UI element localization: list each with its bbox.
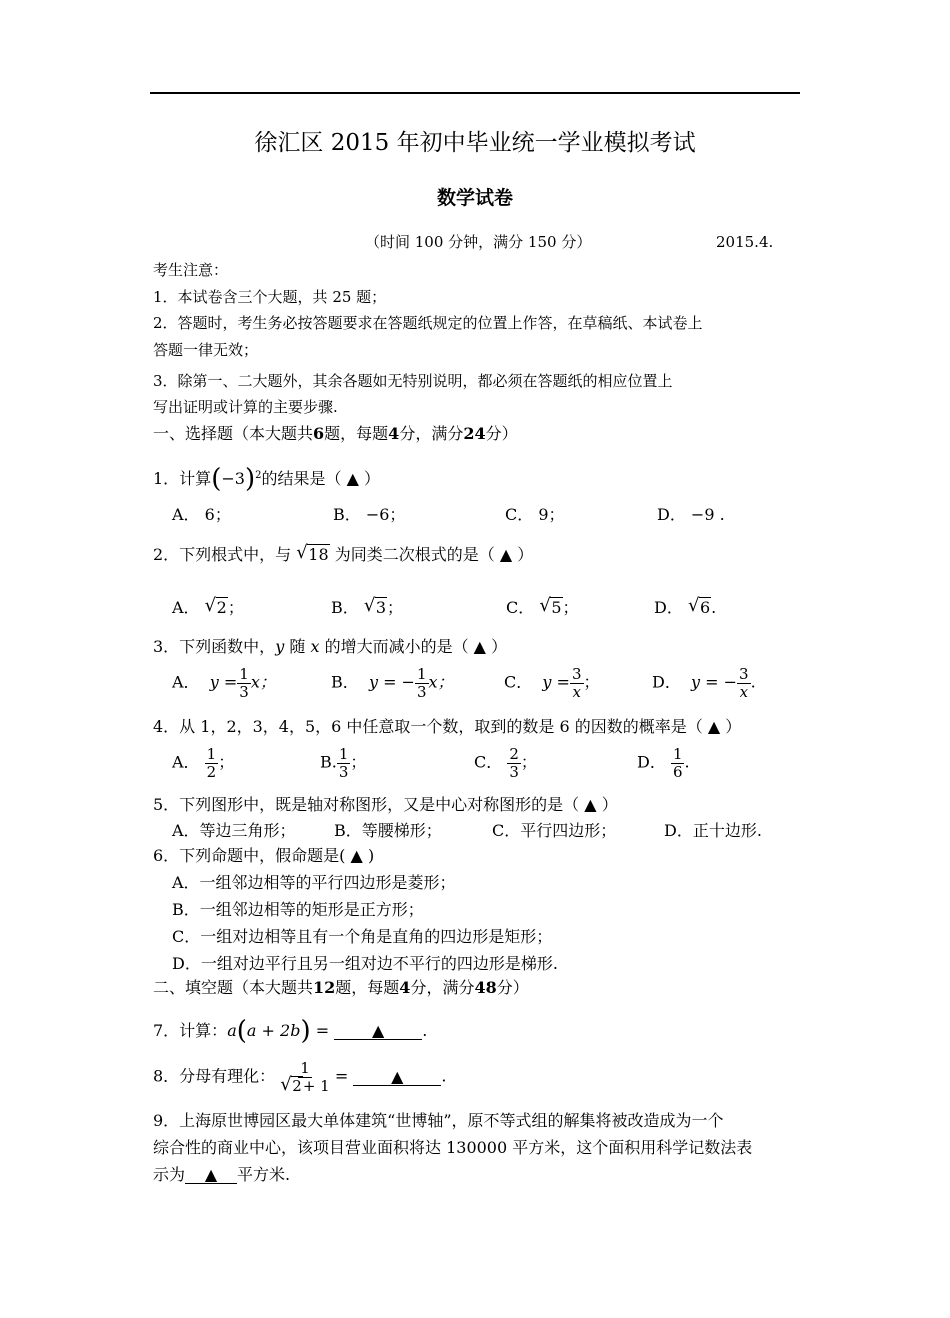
question-1: 1．计算$(-3)^2$的结果是（ ▲ ） <box>153 464 380 494</box>
q3-option-d: D． y = − $\frac{3}{x}$ . <box>652 665 756 701</box>
time-note: （时间 100 分钟，满分 150 分） <box>365 233 592 251</box>
q2-option-a: A． √ 2； <box>172 595 244 617</box>
answer-blank <box>353 1066 441 1086</box>
notice-item-3a: 3．除第一、二大题外，其余各题如无特别说明，都必须在答题纸的相应位置上 <box>153 372 673 390</box>
question-8: 8．分母有理化： 1 √ 2+ 1 = ▲ . <box>153 1059 447 1095</box>
exam-subtitle: 数学试卷 <box>436 187 513 209</box>
answer-blank <box>185 1167 237 1184</box>
q5-option-d: D．正十边形. <box>664 821 762 840</box>
exam-title: 徐汇区 2015 年初中毕业统一学业模拟考试 <box>254 130 696 156</box>
exam-date: 2015.4. <box>716 233 774 251</box>
question-5: 5．下列图形中，既是轴对称图形，又是中心对称图形的是（ ▲ ） <box>153 795 618 814</box>
answer-triangle-icon: ▲ <box>473 637 486 656</box>
q4-option-c: C． $\frac{2}{3}$ ； <box>474 745 537 781</box>
answer-triangle-icon: ▲ <box>584 795 597 814</box>
notice-item-2b: 答题一律无效； <box>153 341 259 359</box>
answer-triangle-icon: ▲ <box>391 1066 404 1086</box>
answer-blank <box>334 1023 422 1040</box>
question-4: 4．从 1，2，3，4，5，6 中任意取一个数，取到的数是 6 的因数的概率是（ ▲ ） <box>153 717 742 736</box>
q5-option-a: A．等边三角形； <box>172 821 296 840</box>
answer-triangle-icon: ▲ <box>372 1021 385 1040</box>
q2-option-c: C． √ 5； <box>506 595 579 617</box>
question-3: 3．下列函数中，y 随 x 的增大而减小的是（ ▲ ） <box>153 637 508 656</box>
q4-option-d: D． $\frac{1}{6}$ . <box>637 745 690 781</box>
question-9-line-3: 示为 ▲ 平方米. <box>153 1165 291 1184</box>
q4-option-a: A． $\frac{1}{2}$ ； <box>172 745 235 781</box>
question-7: 7．计算：a(a + 2b) = ▲ . <box>153 1016 428 1046</box>
q1-option-a: A． 6； <box>172 505 231 524</box>
question-9-line-1: 9．上海原世博园区最大单体建筑“世博轴”，原不等式组的解集将被改造成为一个 <box>153 1111 724 1130</box>
q1-option-b: B． −6； <box>333 505 406 524</box>
q3-option-a: A． y = $\frac{1}{3}$ x； <box>172 665 276 701</box>
q6-option-c: C．一组对边相等且有一个角是直角的四边形是矩形； <box>172 927 553 946</box>
question-2: 2．下列根式中，与 √ 18 为同类二次根式的是（ ▲ ） <box>153 542 534 564</box>
answer-triangle-icon: ▲ <box>499 545 513 564</box>
q2-option-b: B． √ 3； <box>331 595 404 617</box>
top-rule <box>150 92 800 94</box>
q4-option-b: B. $\frac{1}{3}$ ； <box>320 745 367 781</box>
q3-option-c: C． y = $\frac{3}{x}$ ； <box>504 665 600 701</box>
answer-triangle-icon: ▲ <box>204 1165 218 1184</box>
notice-item-1: 1．本试卷含三个大题，共 25 题； <box>153 288 387 306</box>
q1-option-c: C． 9； <box>505 505 565 524</box>
q6-option-a: A．一组邻边相等的平行四边形是菱形； <box>172 873 456 892</box>
notice-item-2a: 2．答题时，考生务必按答题要求在答题纸规定的位置上作答，在草稿纸、本试卷上 <box>153 314 703 332</box>
q5-option-b: B．等腰梯形； <box>334 821 442 840</box>
q3-option-b: B． y = − $\frac{1}{3}$ x； <box>331 665 454 701</box>
q6-option-b: B．一组邻边相等的矩形是正方形； <box>172 900 424 919</box>
question-6: 6．下列命题中，假命题是( ▲ ) <box>153 846 375 865</box>
notice-heading: 考生注意： <box>153 261 229 279</box>
question-9-line-2: 综合性的商业中心，该项目营业面积将达 130000 平方米，这个面积用科学记数法表 <box>153 1138 753 1157</box>
q6-option-d: D．一组对边平行且另一组对边不平行的四边形是梯形. <box>172 954 558 973</box>
answer-triangle-icon: ▲ <box>707 717 721 736</box>
q1-option-d: D． −9 . <box>657 505 725 524</box>
answer-triangle-icon: ▲ <box>350 846 363 865</box>
section-1-heading: 一、选择题（本大题共6题，每题4分，满分24分） <box>153 424 518 443</box>
answer-triangle-icon: ▲ <box>346 469 359 488</box>
notice-item-3b: 写出证明或计算的主要步骤. <box>153 398 338 416</box>
section-2-heading: 二、填空题（本大题共12题，每题4分，满分48分） <box>153 978 529 997</box>
q2-option-d: D． √ 6. <box>654 595 717 617</box>
q5-option-c: C．平行四边形； <box>492 821 617 840</box>
